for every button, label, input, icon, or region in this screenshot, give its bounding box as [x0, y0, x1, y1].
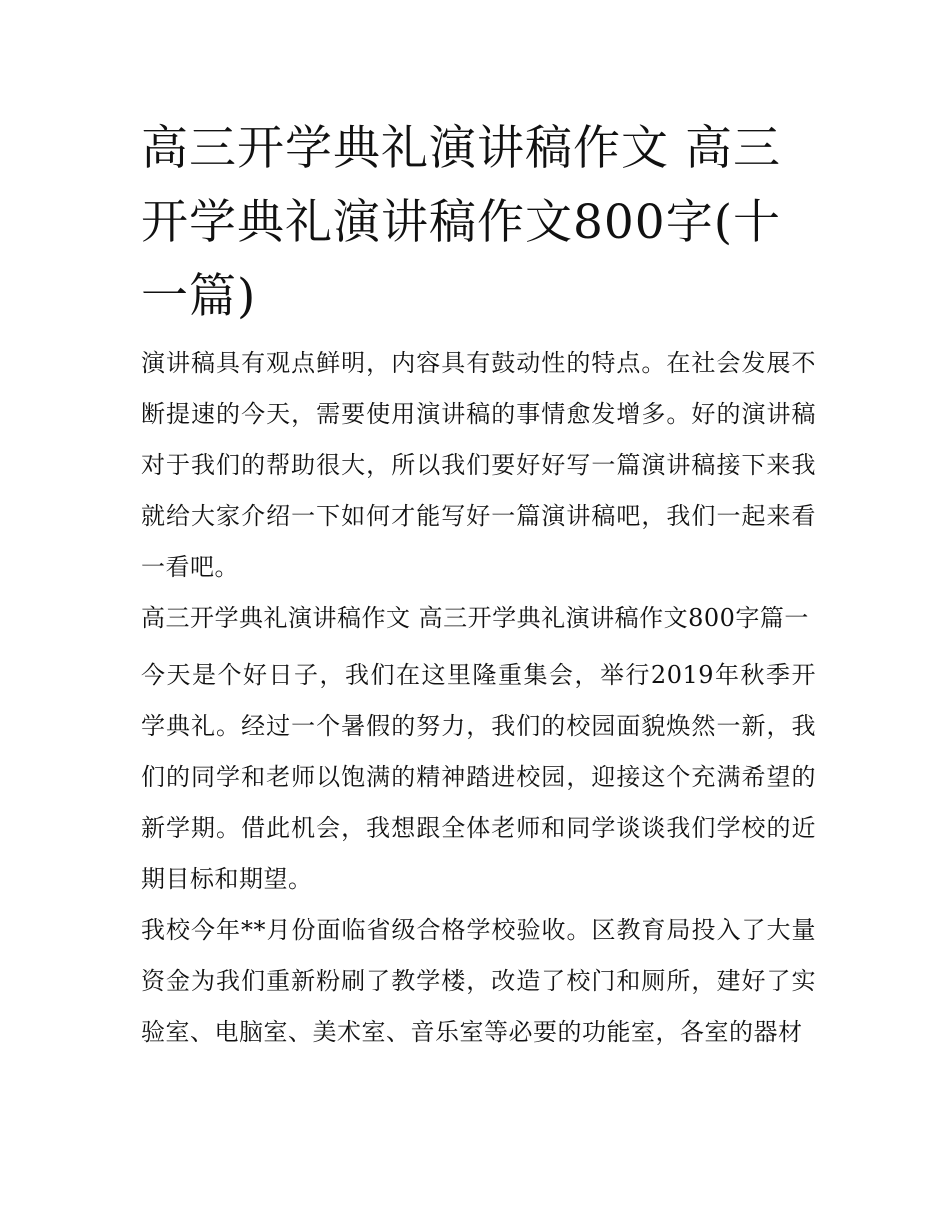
body-paragraph: 我校今年**月份面临省级合格学校验收。区教育局投入了大量资金为我们重新粉刷了教学楼，改造了校门和厕所，建好了实验室、电脑室、美术室、音乐室等必要的功能室，各室的器材 [141, 916, 816, 1046]
document-body [141, 112, 816, 1058]
body-paragraph: 今天是个好日子，我们在这里隆重集会，举行2019年秋季开学典礼。经过一个暑假的努力，我们的校园面貌焕然一新，我们的同学和老师以饱满的精神踏进校园，迎接这个充满希望的新学期。借此机会，我想跟全体老师和同学谈谈我们学校的近期目标和期望。 [141, 661, 816, 893]
title-block [141, 112, 816, 334]
section-heading: 高三开学典礼演讲稿作文 高三开学典礼演讲稿作文800字篇一 [141, 604, 809, 632]
intro-paragraph: 演讲稿具有观点鲜明，内容具有鼓动性的特点。在社会发展不断提速的今天，需要使用演讲稿的事情愈发增多。好的演讲稿对于我们的帮助很大，所以我们要好好写一篇演讲稿接下来我就给大家介绍一下如何才能写好一篇演讲稿吧，我们一起来看一看吧。 [141, 349, 816, 581]
document-title: 高三开学典礼演讲稿作文 高三开学典礼演讲稿作文800字(十一篇) [141, 121, 782, 324]
